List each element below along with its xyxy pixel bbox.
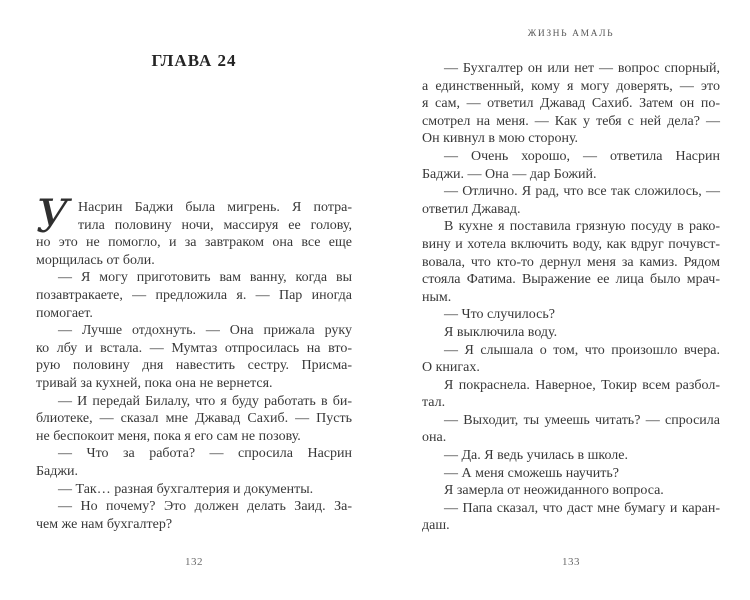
text-line: Я замерла от неожиданного вопроса. [444, 483, 664, 499]
left-page [36, 0, 352, 600]
text-line: — Я слышала о том, что произошло вчера. [444, 342, 720, 358]
text-line: но это не помогло, и за завтраком она все еще [36, 235, 352, 251]
paragraph [422, 60, 720, 148]
text-line: — Так… разная бухгалтерия и документы. [58, 481, 314, 497]
text-line: — Лучше отдохнуть. — Она прижала руку [58, 323, 352, 339]
text-line: Я выключила воду. [444, 324, 558, 340]
text-line: ным. [422, 289, 452, 305]
paragraph [422, 148, 720, 183]
text-line: я сам, — ответил Джавад Сахиб. Затем он по- [422, 96, 720, 112]
text-line: вину и хотела включить воду, как вдруг почувст- [422, 236, 720, 252]
text-line: позавтракаете, — предложила я. — Пар иногда [36, 287, 352, 303]
text-line: ответил Джавад. [422, 201, 521, 217]
paragraph [422, 377, 720, 412]
text-line: помогает. [36, 305, 93, 321]
text-line: В кухне я поставила грязную посуду в рако- [444, 219, 720, 235]
text-line: — И передай Билалу, что я буду работать в би- [58, 393, 352, 409]
text-line: вовала, что кто-то дернул меня за камиз. Рядом [422, 254, 720, 270]
text-line: рую половину дня навестить сестру. Присма- [36, 358, 352, 374]
left-page-text [36, 189, 352, 533]
text-line: тривай за кухней, пока она не вернется. [36, 375, 273, 391]
paragraph [36, 269, 352, 322]
text-line: не беспокоит меня, пока я его сам не позову. [36, 428, 301, 444]
text-line: Баджи. [36, 463, 79, 479]
text-line: стояла Фатима. Выражение ее лица было мрач- [422, 272, 720, 288]
text-line: тила половину ночи, массируя ее голову, [78, 217, 352, 233]
chapter-heading: ГЛАВА 24 [151, 51, 237, 70]
text-line: — А меня сможешь научить? [444, 465, 619, 481]
paragraph [422, 183, 720, 218]
text-line: блиотеке, — сказал мне Джавад Сахиб. — Пусть [36, 411, 352, 427]
paragraph [422, 412, 720, 447]
right-page-number: 133 [562, 556, 580, 568]
paragraph [422, 218, 720, 306]
text-line: — Выходит, ты умеешь читать? — спросила [444, 412, 720, 428]
paragraph [422, 447, 720, 465]
paragraph [36, 498, 352, 533]
text-line: — Отлично. Я рад, что все так сложилось, — [444, 184, 720, 200]
text-line: — Папа сказал, что даст мне бумагу и каран- [444, 500, 720, 516]
paragraph [422, 342, 720, 377]
right-page [422, 0, 720, 600]
text-line: — Что случилось? [444, 307, 555, 323]
paragraph [36, 393, 352, 446]
text-line: Баджи. — Она — дар Божий. [422, 166, 597, 182]
paragraph [422, 306, 720, 324]
text-line: — Но почему? Это должен делать Заид. За- [58, 499, 352, 515]
text-line: Насрин Баджи была мигрень. Я потра- [78, 200, 352, 215]
paragraph [36, 445, 352, 480]
text-line: тал. [422, 395, 446, 411]
text-line: чем же нам бухгалтер? [36, 516, 173, 532]
text-line: а единственный, кому я могу доверять, — это [422, 78, 720, 94]
text-line: Я покраснела. Наверное, Токир всем разбол- [444, 377, 720, 393]
left-page-number: 132 [185, 556, 203, 568]
text-line: — Что за работа? — спросила Насрин [58, 446, 352, 462]
running-header: ЖИЗНЬ АМАЛЬ [527, 29, 615, 39]
text-line: морщилась от боли. [36, 252, 155, 268]
text-line: Он кивнул в мою сторону. [422, 131, 579, 147]
paragraph [36, 189, 352, 269]
paragraph [36, 481, 352, 499]
right-page-text [422, 60, 720, 535]
text-line: — Бухгалтер он или нет — вопрос спорный, [444, 61, 720, 76]
text-line: она. [422, 430, 447, 446]
text-line: О книгах. [422, 360, 480, 376]
drop-cap: У [36, 189, 70, 243]
paragraph [422, 482, 720, 500]
text-line: даш. [422, 518, 450, 534]
paragraph [422, 465, 720, 483]
text-line: — Я могу приготовить вам ванну, когда вы [58, 270, 352, 286]
text-line: — Очень хорошо, — ответила Насрин [444, 148, 720, 164]
paragraph [422, 500, 720, 535]
text-line: ко лбу и встала. — Мумтаз отпросилась на вто- [36, 340, 352, 356]
paragraph [36, 322, 352, 392]
paragraph [422, 324, 720, 342]
text-line: смотрел на меня. — Как у тебя с ней дела? — [422, 113, 720, 129]
text-line: — Да. Я ведь училась в школе. [444, 448, 628, 464]
